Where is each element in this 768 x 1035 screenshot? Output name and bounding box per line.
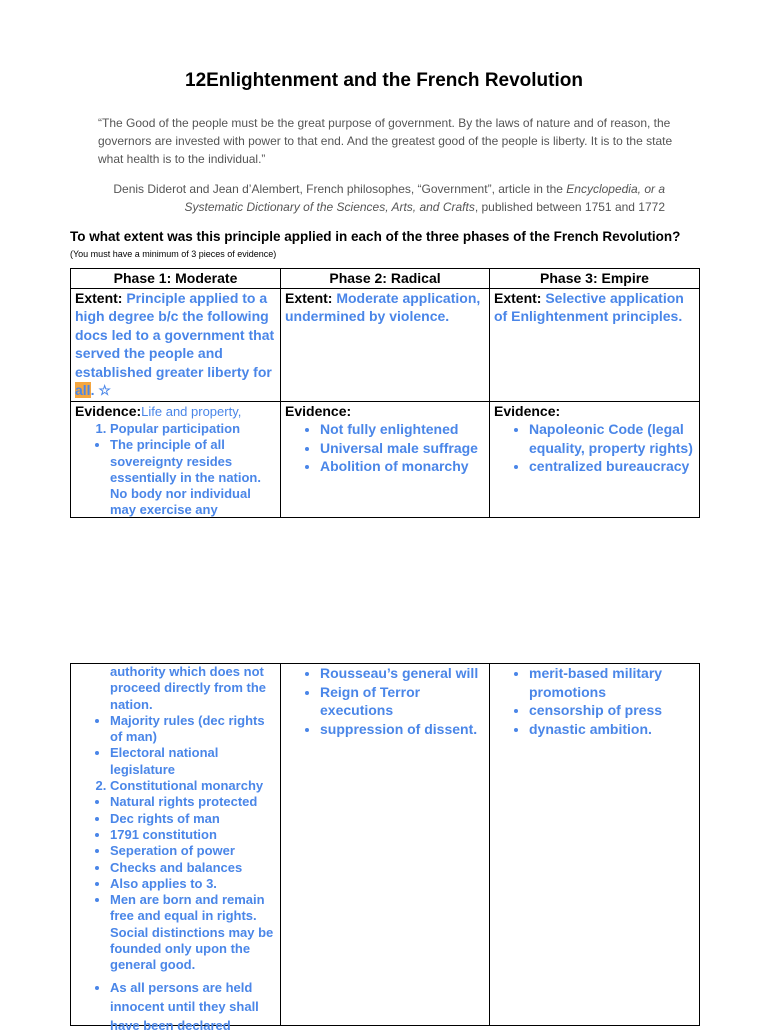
phase1-bullet-list — [75, 437, 276, 518]
list-item: • Abolition of monarchy — [320, 457, 485, 476]
phase1-extent-tail: . ☆ — [90, 382, 111, 398]
phase3-evidence-list — [494, 420, 695, 476]
phase1-evidence-intro: Life and property, — [141, 403, 242, 419]
citation-title: Encyclopedia, or a Systematic Dictionary of the Sciences, Arts, and Crafts — [184, 182, 665, 214]
phase3-extent-text: Selective application of Enlightenment principles. — [494, 289, 684, 324]
phase1-numbered-list-2 — [75, 778, 276, 794]
list-item: • merit-based military promotions — [529, 664, 695, 701]
phase2-evidence — [281, 401, 490, 517]
list-item: • Men are born and remain free and equal in rights. Social distinctions may be founded only upon the general good. — [110, 892, 276, 973]
citation-part1: Denis Diderot and Jean d’Alembert, French philosophes, “Government”, article in the — [113, 182, 567, 196]
list-item: • suppression of dissent. — [320, 720, 485, 739]
phase3-continued-bullets — [494, 664, 695, 738]
phase1-extent-text: Principle applied to a high degree b/c the following docs led to a government that served the people and established greater liberty for — [75, 289, 275, 380]
question: To what extent was this principle applied in each of the three phases of the French Revolution? — [70, 229, 681, 244]
list-item: • Napoleonic Code (legal equality, property rights) — [529, 420, 695, 457]
list-item: • The principle of all sovereignty resides essentially in the nation. No body nor individual may exercise any — [110, 437, 276, 518]
quote: “The Good of the people must be the great purpose of government. By the laws of nature and of reason, the governors are invested with power to that end. And the greatest good of the people is liberty. It is to the state what health is to the individual.” — [98, 116, 673, 166]
phase3-evidence — [490, 401, 700, 517]
list-item: • Rousseau’s general will — [320, 664, 485, 683]
phase2-continued-bullets — [285, 664, 485, 738]
phase2-evidence-list — [285, 420, 485, 476]
phase1-extent — [71, 288, 281, 401]
list-item: • Checks and balances — [110, 860, 276, 876]
extent-label: Extent: — [75, 289, 127, 306]
citation-part2: , published between 1751 and 1772 — [474, 200, 665, 214]
list-item: • Not fully enlightened — [320, 420, 485, 439]
phase1-numbered-list — [75, 421, 276, 437]
evidence-label: Evidence: — [285, 402, 352, 419]
highlighted-word: all — [75, 382, 91, 398]
list-item: • Universal male suffrage — [320, 439, 485, 458]
list-item: • Also applies to 3. — [110, 876, 276, 892]
phase2-extent — [281, 288, 490, 401]
extent-label: Extent: — [285, 289, 337, 306]
col-header-phase2: Phase 2: Radical — [281, 269, 490, 289]
list-item: • Majority rules (dec rights of man) — [110, 713, 276, 746]
citation — [105, 180, 665, 216]
phase1-evidence — [71, 401, 281, 517]
list-item: • As all persons are held innocent until they shall have been declared — [110, 978, 276, 1035]
list-item: 1. Popular participation — [110, 421, 276, 437]
col-header-phase3: Phase 3: Empire — [490, 269, 700, 289]
list-item: • Dec rights of man — [110, 811, 276, 827]
phase2-evidence-continued — [281, 664, 490, 1026]
phase3-evidence-continued — [490, 664, 700, 1026]
list-item: • Electoral national legislature — [110, 745, 276, 778]
list-item: • censorship of press — [529, 701, 695, 720]
list-item: 2. Constitutional monarchy — [110, 778, 276, 794]
evidence-label: Evidence: — [494, 402, 561, 419]
extent-row — [71, 288, 700, 401]
phase1-continued-bullets — [75, 713, 276, 778]
phase1-continued-text — [75, 664, 276, 713]
list-item: • centralized bureaucracy — [529, 457, 695, 476]
phase2-extent-text: Moderate application, undermined by violence. — [285, 289, 481, 324]
evidence-label: Evidence: — [75, 402, 142, 419]
list-item: • Natural rights protected — [110, 794, 276, 810]
list-item: • dynastic ambition. — [529, 720, 695, 739]
col-header-phase1: Phase 1: Moderate — [71, 269, 281, 289]
page-title: 12Enlightenment and the French Revolution — [185, 70, 583, 91]
continued-row — [71, 664, 700, 1026]
list-item: • Reign of Terror executions — [320, 683, 485, 720]
phase1-item2-bullets — [75, 794, 276, 1034]
extent-label: Extent: — [494, 289, 546, 306]
list-item-continued: authority which does not proceed directly from the nation. — [110, 664, 267, 712]
list-item: • Seperation of power — [110, 843, 276, 859]
phase1-evidence-continued — [71, 664, 281, 1033]
phases-table — [70, 268, 700, 518]
phases-table-continued — [70, 663, 700, 1033]
min-evidence-note: (You must have a minimum of 3 pieces of evidence) — [70, 249, 277, 259]
phase3-extent — [490, 288, 700, 401]
evidence-row — [71, 401, 700, 517]
header-row — [71, 269, 700, 289]
list-item: • 1791 constitution — [110, 827, 276, 843]
